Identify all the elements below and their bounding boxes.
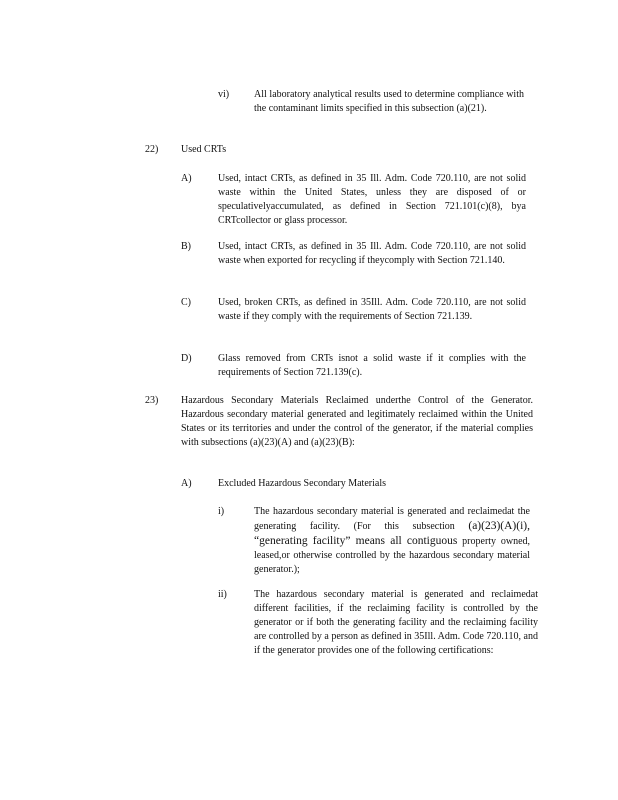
- section-22-title: Used CRTs: [181, 144, 227, 155]
- section-23-label: 23): [145, 395, 159, 406]
- section-22-label: 22): [145, 144, 159, 155]
- section-23-item-i-text: [254, 505, 530, 577]
- section-22-item-d-text: Glass removed from CRTs isnot a solid waste if it complies with the requirements of Section 721.139(c).: [218, 353, 526, 378]
- section-23-sub-a-label: A): [181, 478, 192, 489]
- section-22-item-b-label: B): [181, 241, 191, 252]
- section-23-item-i-text-2: (a)(23)(A)(i), “generating facility” means all contiguous: [254, 520, 530, 547]
- section-22-item-b-text: Used, intact CRTs, as defined in 35 Ill. Adm. Code 720.110, are not solid waste when exported for recycling if theycomply with Section 721.140.: [218, 241, 526, 266]
- section-22-item-c-text: Used, broken CRTs, as defined in 35Ill. Adm. Code 720.110, are not solid waste if they comply with the requirements of Section 721.139.: [218, 297, 526, 322]
- section-23-text: Hazardous Secondary Materials Reclaimed underthe Control of the Generator. Hazardous secondary material generated and legitimately reclaimed within the United States or its territories and under the control of the generator, if the material complies with subsections (a)(23)(A) and (a)(23)(B):: [181, 395, 533, 448]
- subsection-vi-text: All laboratory analytical results used to determine compliance with the contaminant limits specified in this subsection (a)(21).: [254, 89, 524, 114]
- section-22-item-a-label: A): [181, 173, 192, 184]
- section-23-item-ii-label: ii): [218, 589, 227, 600]
- section-23-item-ii-text: The hazardous secondary material is generated and reclaimedat different facilities, if the reclaiming facility is controlled by the generator or if both the generating facility and the reclaiming facility are controlled by a person as defined in 35Ill. Adm. Code 720.110, and if the generator provides one of the following certifications:: [254, 589, 538, 656]
- section-23-item-i-label: i): [218, 506, 225, 517]
- section-23-sub-a-title: Excluded Hazardous Secondary Materials: [218, 478, 386, 489]
- section-22-item-d-label: D): [181, 353, 192, 364]
- section-22-item-a-text: Used, intact CRTs, as defined in 35 Ill. Adm. Code 720.110, are not solid waste within the United States, unless they are disposed of or speculativelyaccumulated, as defined in Section 721.101(c)(8), bya CRTcollector or glass processor.: [218, 173, 526, 226]
- subsection-vi-label: vi): [218, 89, 230, 100]
- section-22-item-c-label: C): [181, 297, 191, 308]
- section-23-item-i-text-1: The hazardous secondary material is generated and reclaimedat the generating facility. (For this subsection: [254, 506, 530, 532]
- section-23-item-i-text-3: property owned, leased,or otherwise controlled by the hazardous secondary material generator.);: [254, 536, 531, 575]
